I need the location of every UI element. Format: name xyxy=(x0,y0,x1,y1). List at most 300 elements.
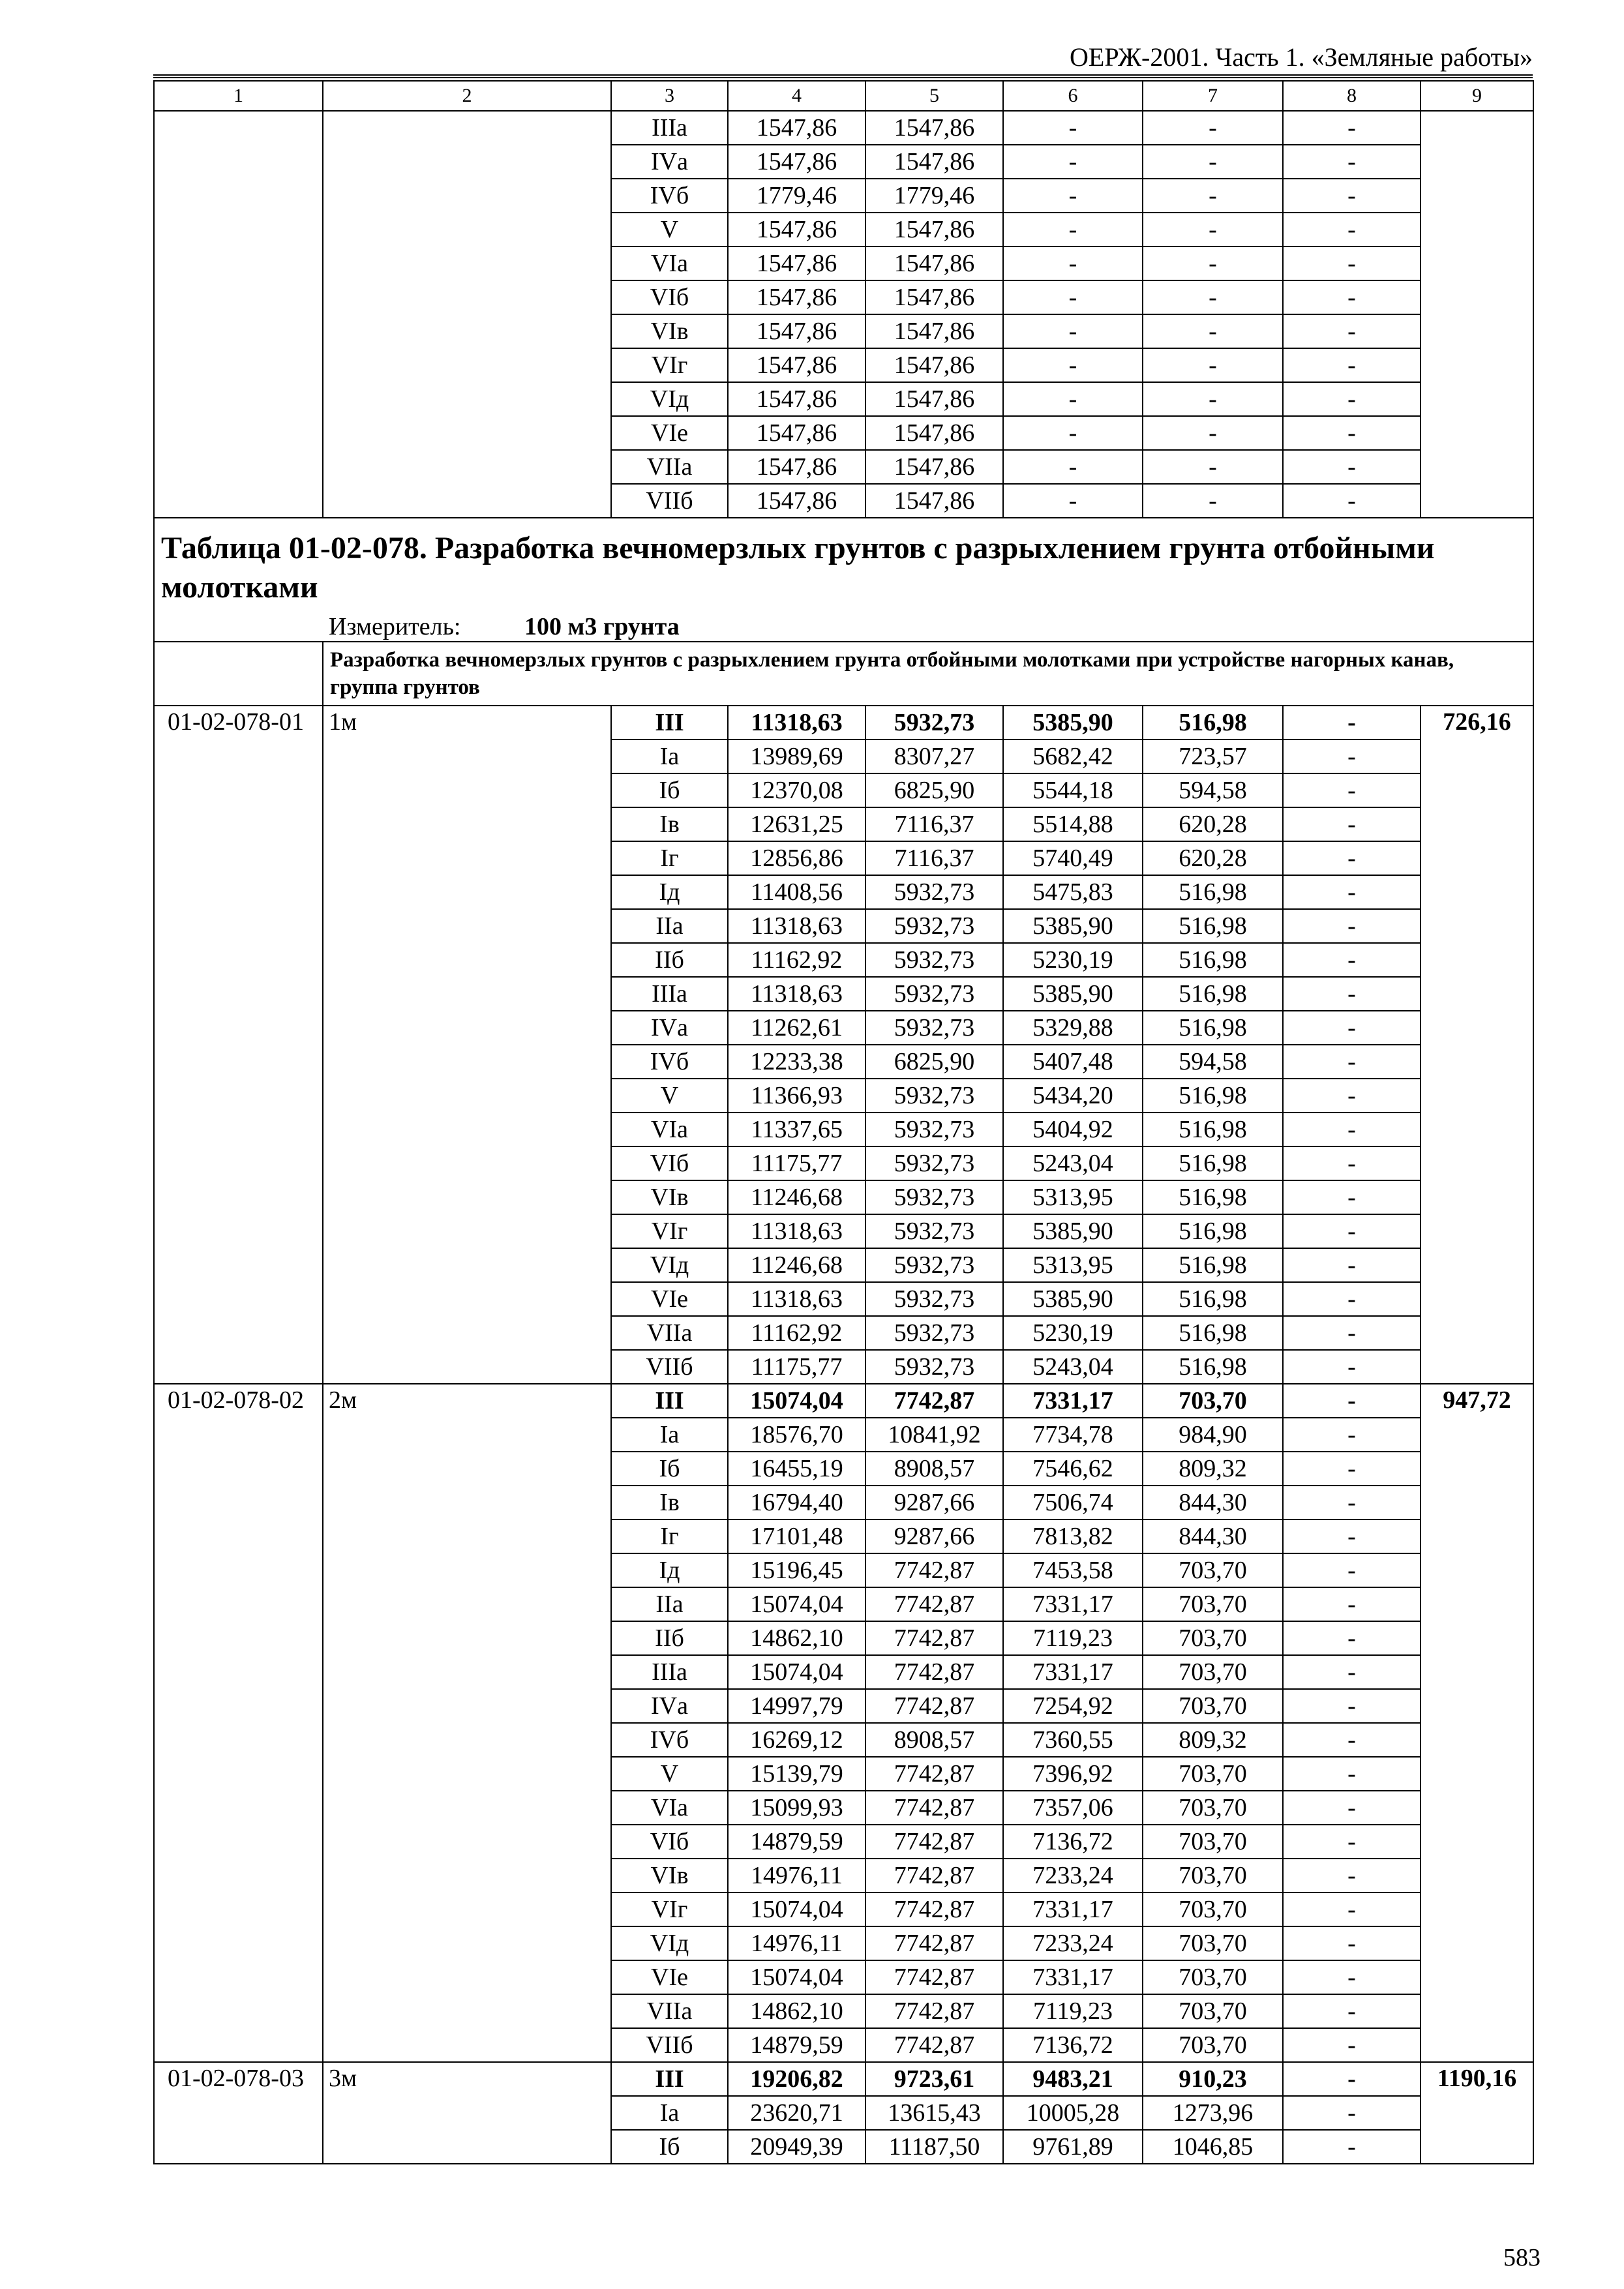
table-cell: 7119,23 xyxy=(1003,1621,1143,1655)
table-row xyxy=(154,484,1533,518)
table-cell: VIIа xyxy=(611,1316,728,1350)
table-row xyxy=(154,450,1533,484)
empty-cell xyxy=(1421,450,1533,484)
table-cell: 5932,73 xyxy=(865,1011,1003,1045)
column-number: 7 xyxy=(1143,81,1283,111)
table-cell: 7742,87 xyxy=(865,1825,1003,1859)
table-cell: 516,98 xyxy=(1143,1214,1283,1248)
empty-cell xyxy=(323,484,611,518)
table-cell: VIе xyxy=(611,1960,728,1994)
table-cell: - xyxy=(1283,1689,1421,1723)
table-cell: - xyxy=(1003,280,1143,314)
table-cell: - xyxy=(1283,1146,1421,1180)
empty-cell xyxy=(323,382,611,416)
table-cell: 14862,10 xyxy=(728,1621,865,1655)
table-cell: - xyxy=(1003,450,1143,484)
table-cell: 7254,92 xyxy=(1003,1689,1143,1723)
table-cell: IVа xyxy=(611,145,728,179)
table-cell: 7742,87 xyxy=(865,1384,1003,1418)
table-cell: - xyxy=(1143,179,1283,213)
empty-cell xyxy=(323,179,611,213)
rate-name: 3м xyxy=(323,2062,611,2164)
table-cell: 516,98 xyxy=(1143,706,1283,740)
table-cell: 5385,90 xyxy=(1003,1282,1143,1316)
table-cell: - xyxy=(1283,807,1421,841)
table-cell: 703,70 xyxy=(1143,1384,1283,1418)
table-cell: 703,70 xyxy=(1143,1893,1283,1926)
table-cell: VIв xyxy=(611,1180,728,1214)
table-cell: IVа xyxy=(611,1011,728,1045)
table-cell: VIIб xyxy=(611,2028,728,2062)
empty-cell xyxy=(154,382,323,416)
table-cell: 7742,87 xyxy=(865,2028,1003,2062)
table-cell: 809,32 xyxy=(1143,1452,1283,1486)
table-row xyxy=(154,213,1533,247)
table-cell: IVб xyxy=(611,1045,728,1079)
table-cell: 1547,86 xyxy=(865,382,1003,416)
empty-cell xyxy=(323,416,611,450)
table-cell: 7742,87 xyxy=(865,1859,1003,1893)
table-cell: 15196,45 xyxy=(728,1553,865,1587)
table-cell: 703,70 xyxy=(1143,1994,1283,2028)
table-cell: Iб xyxy=(611,1452,728,1486)
table-row xyxy=(154,280,1533,314)
table-cell: 15074,04 xyxy=(728,1587,865,1621)
table-cell: 5404,92 xyxy=(1003,1113,1143,1146)
table-cell: - xyxy=(1283,280,1421,314)
table-cell: 1547,86 xyxy=(728,382,865,416)
empty-cell xyxy=(323,450,611,484)
table-cell: - xyxy=(1283,943,1421,977)
table-cell: IVб xyxy=(611,179,728,213)
table-cell: VIIб xyxy=(611,484,728,518)
column-number: 3 xyxy=(611,81,728,111)
table-cell: 12370,08 xyxy=(728,773,865,807)
table-cell: 11318,63 xyxy=(728,1214,865,1248)
table-cell: 7331,17 xyxy=(1003,1587,1143,1621)
table-cell: - xyxy=(1283,1079,1421,1113)
table-cell: Iд xyxy=(611,875,728,909)
table-cell: 1547,86 xyxy=(865,450,1003,484)
page-header xyxy=(153,38,1533,78)
column-number-row xyxy=(154,81,1533,111)
table-cell: V xyxy=(611,1079,728,1113)
empty-cell xyxy=(1421,484,1533,518)
empty-cell xyxy=(1421,382,1533,416)
table-cell: 1547,86 xyxy=(728,280,865,314)
table-cell: 5932,73 xyxy=(865,1316,1003,1350)
table-cell: 5932,73 xyxy=(865,1180,1003,1214)
empty-cell xyxy=(1421,348,1533,382)
table-cell: 12856,86 xyxy=(728,841,865,875)
table-cell: - xyxy=(1143,416,1283,450)
table-cell: 7742,87 xyxy=(865,1553,1003,1587)
table-cell: - xyxy=(1283,977,1421,1011)
table-cell: 11175,77 xyxy=(728,1146,865,1180)
table-cell: 15099,93 xyxy=(728,1791,865,1825)
table-cell: 594,58 xyxy=(1143,773,1283,807)
table-cell: VIIа xyxy=(611,1994,728,2028)
empty-cell xyxy=(1421,111,1533,145)
table-cell: 11246,68 xyxy=(728,1248,865,1282)
table-cell: 703,70 xyxy=(1143,1960,1283,1994)
table-row xyxy=(154,416,1533,450)
table-cell: 703,70 xyxy=(1143,1825,1283,1859)
table-cell: VIг xyxy=(611,1214,728,1248)
empty-cell xyxy=(154,247,323,280)
table-cell: - xyxy=(1003,314,1143,348)
table-cell: 516,98 xyxy=(1143,1079,1283,1113)
table-cell: - xyxy=(1283,111,1421,145)
table-cell: 703,70 xyxy=(1143,1655,1283,1689)
table-cell: 7136,72 xyxy=(1003,1825,1143,1859)
table-cell: 19206,82 xyxy=(728,2062,865,2096)
empty-cell xyxy=(154,280,323,314)
measure-cell xyxy=(154,612,1533,642)
table-cell: 1547,86 xyxy=(865,280,1003,314)
empty-cell xyxy=(154,416,323,450)
table-cell: - xyxy=(1283,484,1421,518)
table-cell: 11262,61 xyxy=(728,1011,865,1045)
table-cell: 14862,10 xyxy=(728,1994,865,2028)
table-cell: VIIб xyxy=(611,1350,728,1384)
table-cell: 7357,06 xyxy=(1003,1791,1143,1825)
table-cell: - xyxy=(1283,841,1421,875)
table-cell: 7742,87 xyxy=(865,1994,1003,2028)
table-row xyxy=(154,145,1533,179)
table-cell: 703,70 xyxy=(1143,1587,1283,1621)
table-cell: 5230,19 xyxy=(1003,943,1143,977)
table-cell: - xyxy=(1283,382,1421,416)
table-cell: 5385,90 xyxy=(1003,909,1143,943)
table-subtitle: Разработка вечномерзлых грунтов с разрыхлением грунта отбойными молотками при устройстве нагорных канав, группа грунтов xyxy=(323,642,1533,706)
table-cell: 703,70 xyxy=(1143,1553,1283,1587)
table-cell: 7734,78 xyxy=(1003,1418,1143,1452)
table-cell: - xyxy=(1283,213,1421,247)
table-cell: Iб xyxy=(611,773,728,807)
table-cell: VIб xyxy=(611,1146,728,1180)
table-cell: - xyxy=(1283,1757,1421,1791)
table-cell: - xyxy=(1283,1452,1421,1486)
table-cell: Iв xyxy=(611,807,728,841)
table-cell: 7233,24 xyxy=(1003,1926,1143,1960)
column-number: 2 xyxy=(323,81,611,111)
table-cell: 1547,86 xyxy=(865,145,1003,179)
table-cell: 1547,86 xyxy=(728,145,865,179)
table-cell: 7116,37 xyxy=(865,807,1003,841)
table-cell: IIб xyxy=(611,1621,728,1655)
table-cell: 13989,69 xyxy=(728,740,865,773)
table-cell: - xyxy=(1283,1994,1421,2028)
table-cell: - xyxy=(1283,1519,1421,1553)
table-cell: 844,30 xyxy=(1143,1486,1283,1519)
column-number: 8 xyxy=(1283,81,1421,111)
table-cell: Iв xyxy=(611,1486,728,1519)
empty-cell xyxy=(1421,416,1533,450)
table-cell: 5740,49 xyxy=(1003,841,1143,875)
table-cell: - xyxy=(1283,1486,1421,1519)
table-cell: 7742,87 xyxy=(865,1893,1003,1926)
table-cell: Iа xyxy=(611,740,728,773)
table-cell: - xyxy=(1283,875,1421,909)
table-cell: 516,98 xyxy=(1143,875,1283,909)
table-cell: - xyxy=(1283,1723,1421,1757)
table-cell: 8908,57 xyxy=(865,1452,1003,1486)
table-cell: 516,98 xyxy=(1143,1180,1283,1214)
table-cell: 516,98 xyxy=(1143,1316,1283,1350)
table-cell: 11318,63 xyxy=(728,706,865,740)
table-cell: 10005,28 xyxy=(1003,2096,1143,2130)
table-cell: 516,98 xyxy=(1143,1011,1283,1045)
table-cell: 14976,11 xyxy=(728,1926,865,1960)
table-cell: 14879,59 xyxy=(728,2028,865,2062)
table-cell: 703,70 xyxy=(1143,1757,1283,1791)
table-cell: 14879,59 xyxy=(728,1825,865,1859)
table-cell: VIв xyxy=(611,1859,728,1893)
table-cell: V xyxy=(611,1757,728,1791)
table-cell: Iг xyxy=(611,841,728,875)
table-cell: 703,70 xyxy=(1143,1926,1283,1960)
table-cell: 1547,86 xyxy=(865,348,1003,382)
table-cell: - xyxy=(1283,1418,1421,1452)
empty-cell xyxy=(1421,145,1533,179)
column-9-value: 1190,16 xyxy=(1421,2062,1533,2164)
page-number: 583 xyxy=(1503,2244,1541,2271)
table-cell: IIа xyxy=(611,909,728,943)
table-cell: VIг xyxy=(611,348,728,382)
table-cell: 7331,17 xyxy=(1003,1893,1143,1926)
table-cell: 6825,90 xyxy=(865,1045,1003,1079)
table-cell: VIд xyxy=(611,1248,728,1282)
table-cell: V xyxy=(611,213,728,247)
table-cell: 7360,55 xyxy=(1003,1723,1143,1757)
table-cell: 11337,65 xyxy=(728,1113,865,1146)
document-sheet xyxy=(153,80,1533,2164)
table-cell: 12631,25 xyxy=(728,807,865,841)
table-cell: - xyxy=(1283,2096,1421,2130)
table-cell: 5932,73 xyxy=(865,909,1003,943)
table-cell: 703,70 xyxy=(1143,1791,1283,1825)
empty-cell xyxy=(1421,213,1533,247)
table-cell: 14997,79 xyxy=(728,1689,865,1723)
table-cell: 5243,04 xyxy=(1003,1146,1143,1180)
table-cell: 5230,19 xyxy=(1003,1316,1143,1350)
table-cell: 5932,73 xyxy=(865,875,1003,909)
table-cell: 5932,73 xyxy=(865,1350,1003,1384)
table-cell: - xyxy=(1143,382,1283,416)
table-cell: 13615,43 xyxy=(865,2096,1003,2130)
table-cell: IIб xyxy=(611,943,728,977)
measure-row xyxy=(154,612,1533,642)
table-cell: 1547,86 xyxy=(865,111,1003,145)
table-cell: 7742,87 xyxy=(865,1757,1003,1791)
table-cell: - xyxy=(1143,450,1283,484)
table-cell: 1547,86 xyxy=(728,213,865,247)
table-cell: - xyxy=(1283,1011,1421,1045)
table-cell: - xyxy=(1283,1316,1421,1350)
table-cell: 11162,92 xyxy=(728,943,865,977)
table-cell: 594,58 xyxy=(1143,1045,1283,1079)
table-cell: 11187,50 xyxy=(865,2130,1003,2164)
table-cell: VIе xyxy=(611,1282,728,1316)
table-cell: 5932,73 xyxy=(865,943,1003,977)
table-cell: 5514,88 xyxy=(1003,807,1143,841)
table-cell: 1273,96 xyxy=(1143,2096,1283,2130)
column-number: 6 xyxy=(1003,81,1143,111)
table-cell: 7546,62 xyxy=(1003,1452,1143,1486)
table-cell: 5932,73 xyxy=(865,1113,1003,1146)
table-cell: 8908,57 xyxy=(865,1723,1003,1757)
table-cell: - xyxy=(1143,314,1283,348)
table-cell: - xyxy=(1283,1384,1421,1418)
table-cell: IIа xyxy=(611,1587,728,1621)
table-cell: - xyxy=(1283,314,1421,348)
table-cell: 5475,83 xyxy=(1003,875,1143,909)
rate-code: 01-02-078-01 xyxy=(154,706,323,1384)
empty-cell xyxy=(1421,280,1533,314)
table-row xyxy=(154,348,1533,382)
table-cell: 7116,37 xyxy=(865,841,1003,875)
table-cell: - xyxy=(1283,348,1421,382)
table-cell: 7506,74 xyxy=(1003,1486,1143,1519)
table-cell: 5932,73 xyxy=(865,706,1003,740)
table-cell: 1547,86 xyxy=(865,416,1003,450)
table-cell: 1547,86 xyxy=(865,213,1003,247)
table-cell: 1547,86 xyxy=(728,450,865,484)
table-cell: 14976,11 xyxy=(728,1859,865,1893)
empty-cell xyxy=(323,111,611,145)
table-cell: 10841,92 xyxy=(865,1418,1003,1452)
table-cell: III xyxy=(611,706,728,740)
table-cell: 5385,90 xyxy=(1003,706,1143,740)
table-title-row xyxy=(154,518,1533,612)
header-title: ОЕРЖ-2001. Часть 1. «Земляные работы» xyxy=(1070,42,1533,72)
empty-cell xyxy=(1421,314,1533,348)
table-cell: - xyxy=(1003,416,1143,450)
table-cell: 723,57 xyxy=(1143,740,1283,773)
table-cell: 5243,04 xyxy=(1003,1350,1143,1384)
table-cell: - xyxy=(1283,1180,1421,1214)
table-cell: 8307,27 xyxy=(865,740,1003,773)
table-cell: 18576,70 xyxy=(728,1418,865,1452)
table-cell: - xyxy=(1283,1553,1421,1587)
table-cell: 5407,48 xyxy=(1003,1045,1143,1079)
table-cell: 1779,46 xyxy=(865,179,1003,213)
table-cell: 5434,20 xyxy=(1003,1079,1143,1113)
table-cell: IVб xyxy=(611,1723,728,1757)
table-cell: 1046,85 xyxy=(1143,2130,1283,2164)
table-cell: 7742,87 xyxy=(865,1621,1003,1655)
table-cell: 1779,46 xyxy=(728,179,865,213)
empty-cell xyxy=(154,145,323,179)
column-number: 5 xyxy=(865,81,1003,111)
measure-label: Измеритель: xyxy=(329,613,461,640)
table-cell: 1547,86 xyxy=(728,247,865,280)
table-cell: 7331,17 xyxy=(1003,1384,1143,1418)
table-cell: - xyxy=(1283,1655,1421,1689)
table-cell: IVа xyxy=(611,1689,728,1723)
table-cell: 1547,86 xyxy=(728,348,865,382)
rate-code: 01-02-078-03 xyxy=(154,2062,323,2164)
empty-cell xyxy=(1421,179,1533,213)
table-cell: Iд xyxy=(611,1553,728,1587)
table-cell: 17101,48 xyxy=(728,1519,865,1553)
table-cell: 620,28 xyxy=(1143,807,1283,841)
rates-table xyxy=(153,80,1534,2164)
table-cell: 516,98 xyxy=(1143,977,1283,1011)
empty-cell xyxy=(154,484,323,518)
table-cell: III xyxy=(611,1384,728,1418)
table-cell: 23620,71 xyxy=(728,2096,865,2130)
table-cell: 1547,86 xyxy=(865,484,1003,518)
empty-cell xyxy=(323,348,611,382)
table-cell: III xyxy=(611,2062,728,2096)
table-cell: - xyxy=(1143,213,1283,247)
table-cell: 7331,17 xyxy=(1003,1960,1143,1994)
table-cell: - xyxy=(1283,1350,1421,1384)
table-cell: - xyxy=(1283,2028,1421,2062)
table-cell: - xyxy=(1003,111,1143,145)
table-cell: 7119,23 xyxy=(1003,1994,1143,2028)
table-cell: 1547,86 xyxy=(865,247,1003,280)
table-cell: 7742,87 xyxy=(865,1587,1003,1621)
column-number: 4 xyxy=(728,81,865,111)
table-cell: - xyxy=(1003,145,1143,179)
table-cell: 11318,63 xyxy=(728,909,865,943)
table-cell: 7742,87 xyxy=(865,1791,1003,1825)
table-row xyxy=(154,247,1533,280)
table-cell: - xyxy=(1143,348,1283,382)
table-cell: - xyxy=(1003,213,1143,247)
empty-cell xyxy=(1421,247,1533,280)
table-cell: 516,98 xyxy=(1143,1248,1283,1282)
table-cell: 516,98 xyxy=(1143,1350,1283,1384)
table-cell: 516,98 xyxy=(1143,1113,1283,1146)
table-cell: Iг xyxy=(611,1519,728,1553)
table-cell: Iа xyxy=(611,1418,728,1452)
table-cell: 7742,87 xyxy=(865,1655,1003,1689)
table-cell: IIIа xyxy=(611,977,728,1011)
empty-cell xyxy=(154,314,323,348)
table-cell: - xyxy=(1143,247,1283,280)
empty-cell xyxy=(323,145,611,179)
table-row xyxy=(154,2062,1533,2096)
table-cell: - xyxy=(1283,1621,1421,1655)
table-cell: - xyxy=(1143,484,1283,518)
table-cell: 7742,87 xyxy=(865,1926,1003,1960)
table-cell: 11318,63 xyxy=(728,1282,865,1316)
table-cell: 9723,61 xyxy=(865,2062,1003,2096)
table-cell: 15074,04 xyxy=(728,1384,865,1418)
table-cell: 16794,40 xyxy=(728,1486,865,1519)
table-cell: 703,70 xyxy=(1143,2028,1283,2062)
table-cell: - xyxy=(1283,179,1421,213)
table-cell: 5932,73 xyxy=(865,977,1003,1011)
table-cell: VIа xyxy=(611,1113,728,1146)
table-cell: 5932,73 xyxy=(865,1146,1003,1180)
empty-cell xyxy=(323,280,611,314)
table-cell: - xyxy=(1283,1791,1421,1825)
table-cell: 20949,39 xyxy=(728,2130,865,2164)
table-cell: 7742,87 xyxy=(865,1689,1003,1723)
table-cell: 11366,93 xyxy=(728,1079,865,1113)
table-cell: 11246,68 xyxy=(728,1180,865,1214)
table-cell: IIIа xyxy=(611,1655,728,1689)
table-cell: VIг xyxy=(611,1893,728,1926)
table-cell: - xyxy=(1003,179,1143,213)
table-cell: - xyxy=(1283,740,1421,773)
table-cell: - xyxy=(1283,450,1421,484)
